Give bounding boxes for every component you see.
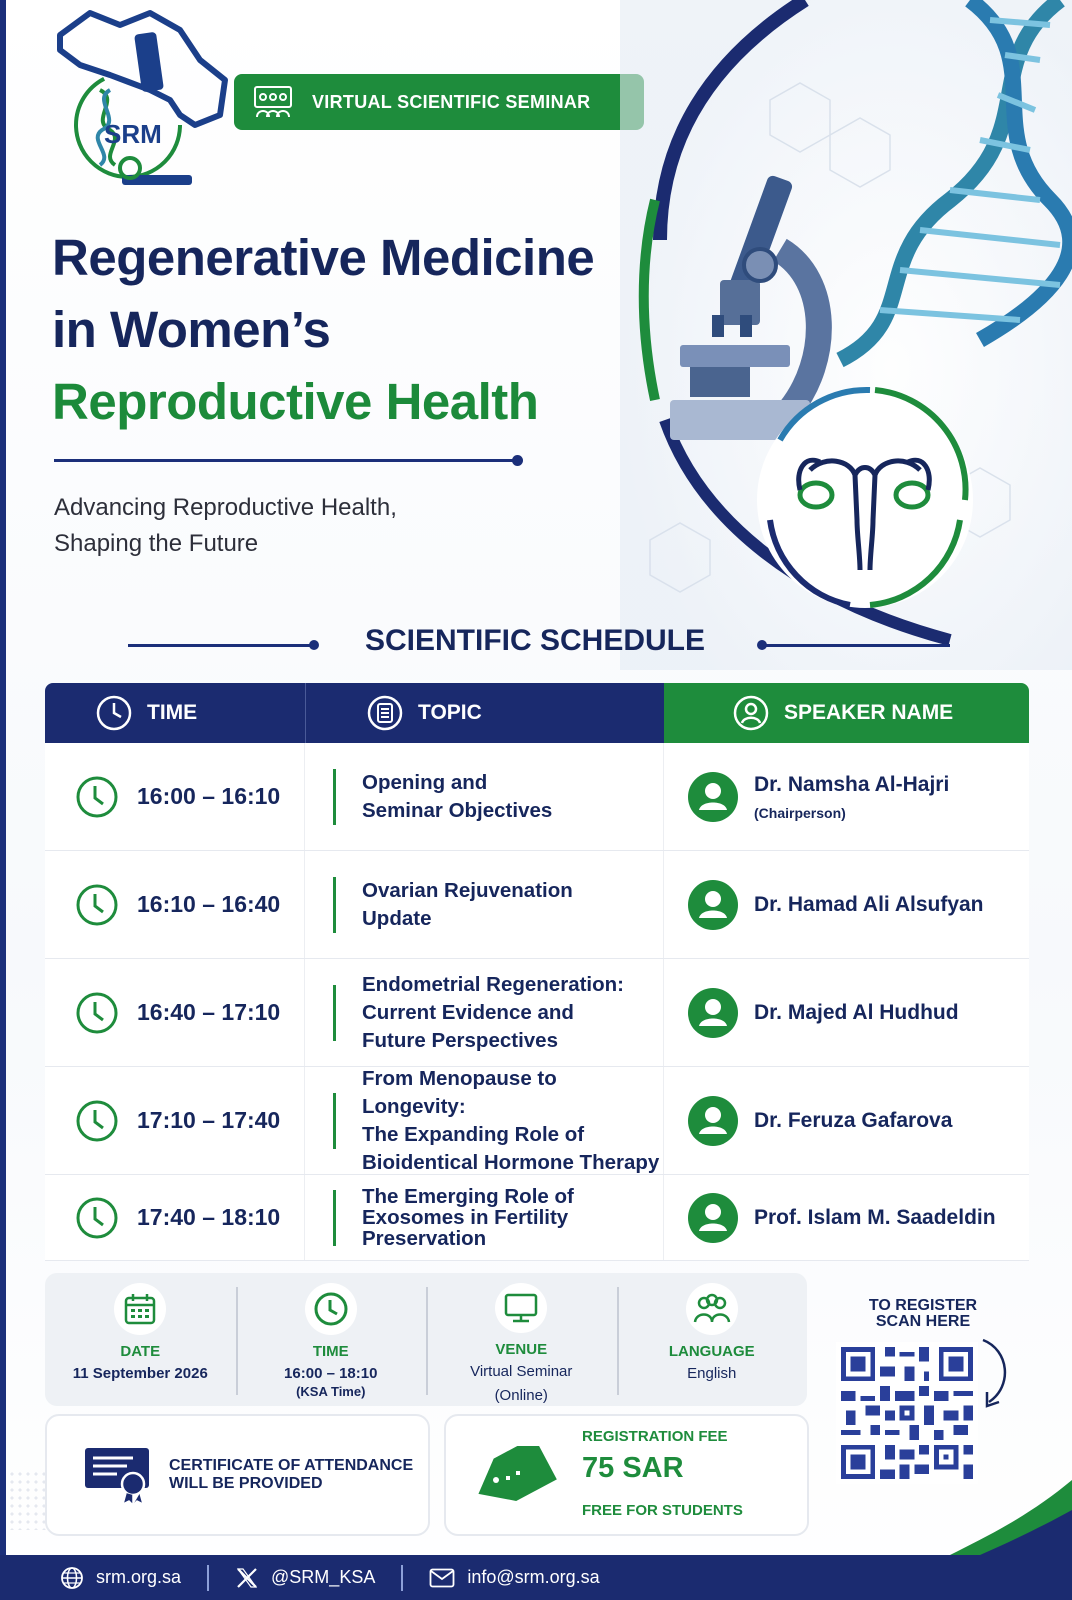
session-topic: Ovarian Rejuvenation Update [362,878,573,930]
column-header-topic-label: TOPIC [418,701,482,724]
session-time: 16:00 – 16:10 [137,783,281,809]
time-cell [45,1175,305,1260]
clock-icon [75,1099,119,1143]
speaker-cell [664,851,1029,958]
badge-text: VIRTUAL SCIENTIFIC SEMINAR [312,91,591,112]
subtitle-line-2: Shaping the Future [54,530,259,557]
detail-time-note: (KSA Time) [296,1384,366,1399]
mail-icon [429,1568,455,1588]
column-header-time [45,683,305,743]
people-icon [686,1283,738,1335]
session-topic: From Menopause to Longevity: The Expanding Role of Bioidentical Hormone Therapy [362,1066,660,1174]
register-prompt [858,1298,988,1330]
table-header [45,683,1029,743]
avatar-icon [688,1096,738,1146]
topic-cell [305,851,664,958]
presentation-icon [252,85,294,119]
footer-twitter-text: @SRM_KSA [271,1567,376,1587]
user-icon [732,694,770,732]
hero-illustration [620,0,1072,670]
footer-bar [0,1555,1072,1600]
footer-email-text: info@srm.org.sa [467,1567,600,1587]
schedule-heading: SCIENTIFIC SCHEDULE [364,624,706,657]
dot-pattern [8,1470,48,1530]
detail-venue-note: (Online) [494,1387,548,1404]
heading-dot-left [309,640,319,650]
table-row [45,851,1029,959]
title-line-2: in Women’s [52,301,331,358]
session-time: 17:40 – 18:10 [137,1204,281,1230]
topic-cell [305,1175,664,1260]
clock-icon [75,883,119,927]
column-header-speaker-label: SPEAKER NAME [784,701,954,724]
logo-text: SRM [104,119,162,149]
seminar-type-badge [234,74,644,130]
table-row [45,959,1029,1067]
monitor-icon [495,1283,547,1333]
footer-website-text: srm.org.sa [96,1567,182,1587]
certificate-text: CERTIFICATE OF ATTENDANCE WILL BE PROVIDED [169,1457,414,1492]
footer-separator [401,1565,403,1591]
time-cell [45,1067,305,1174]
topic-cell [305,1067,664,1174]
speaker-cell [664,743,1029,850]
detail-date-label: DATE [120,1343,161,1360]
footer-website[interactable] [60,1566,181,1590]
clock-icon [75,991,119,1035]
clock-icon [305,1283,357,1335]
avatar-icon [688,988,738,1038]
detail-language [617,1273,808,1406]
topic-accent-bar [333,985,336,1041]
event-details [45,1273,807,1406]
speaker-name: Prof. Islam M. Saadeldin [754,1205,996,1229]
speaker-cell [664,959,1029,1066]
detail-venue [426,1273,617,1406]
x-logo-icon [235,1566,259,1590]
price-tag-icon [466,1446,558,1506]
schedule-table [45,683,1029,1261]
footer-separator [207,1565,209,1591]
poster-title [52,222,672,438]
certificate-icon [83,1444,153,1506]
speaker-cell [664,1067,1029,1174]
speaker-name: Dr. Hamad Ali Alsufyan [754,892,984,916]
session-time: 16:40 – 17:10 [137,999,281,1025]
time-cell [45,851,305,958]
clock-icon [75,775,119,819]
topic-cell [305,959,664,1066]
session-topic: Endometrial Regeneration: Current Evidence and Future Perspectives [362,972,624,1052]
session-topic: The Emerging Role of Exosomes in Fertility Preservation [362,1185,574,1250]
heading-rule-left [128,644,313,647]
speaker-name: Dr. Namsha Al-Hajri [754,772,950,796]
time-cell [45,743,305,850]
time-cell [45,959,305,1066]
session-time: 16:10 – 16:40 [137,891,281,917]
footer-twitter[interactable] [235,1566,375,1590]
calendar-icon [114,1283,166,1335]
topic-cell [305,743,664,850]
fee-label: REGISTRATION FEE [582,1428,728,1445]
title-divider [54,459,514,462]
table-row [45,1175,1029,1261]
column-header-topic [305,683,664,743]
fee-students-note: FREE FOR STUDENTS [582,1502,743,1519]
footer-email[interactable] [429,1567,599,1588]
detail-date [45,1273,236,1406]
title-line-1: Regenerative Medicine [52,229,595,286]
session-time: 17:10 – 17:40 [137,1107,281,1133]
column-header-time-label: TIME [147,701,198,724]
left-edge-stripe [0,0,6,1600]
subtitle-line-1: Advancing Reproductive Health, [54,494,397,521]
schedule-heading-bar [0,620,1072,670]
detail-time-label: TIME [312,1343,349,1360]
detail-date-value: 11 September 2026 [72,1365,208,1382]
topic-accent-bar [333,1190,336,1246]
table-row [45,743,1029,851]
corner-accent [950,1480,1072,1555]
table-row [45,1067,1029,1175]
detail-time [236,1273,427,1406]
srm-logo [30,5,230,205]
speaker-name: Dr. Feruza Gafarova [754,1108,953,1132]
clock-icon [75,1196,119,1240]
uterus-icon [757,390,973,608]
title-line-3: Reproductive Health [52,373,539,430]
speaker-role: (Chairperson) [754,804,846,821]
topic-accent-bar [333,1093,336,1149]
detail-venue-label: VENUE [495,1341,548,1358]
certificate-card [45,1414,430,1536]
curved-arrow-icon [975,1336,1015,1414]
heading-rule-right [760,644,950,647]
column-header-speaker [664,683,1029,743]
registration-qr-code[interactable] [836,1342,978,1484]
title-divider-dot [512,455,523,466]
detail-time-value: 16:00 – 18:10 [284,1365,378,1382]
detail-language-label: LANGUAGE [668,1343,755,1360]
globe-icon [60,1566,84,1590]
detail-language-value: English [687,1365,737,1382]
session-topic: Opening and Seminar Objectives [362,770,553,822]
fee-amount: 75 SAR [582,1452,684,1484]
speaker-cell [664,1175,1029,1260]
topic-accent-bar [333,877,336,933]
detail-venue-value: Virtual Seminar [470,1363,573,1380]
document-list-icon [366,694,404,732]
avatar-icon [688,772,738,822]
speaker-name: Dr. Majed Al Hudhud [754,1000,959,1024]
registration-fee-card [444,1414,809,1536]
avatar-icon [688,1193,738,1243]
clock-icon [95,694,133,732]
poster-subtitle [54,490,554,562]
topic-accent-bar [333,769,336,825]
avatar-icon [688,880,738,930]
register-prompt-text: TO REGISTER SCAN HERE [868,1297,978,1330]
